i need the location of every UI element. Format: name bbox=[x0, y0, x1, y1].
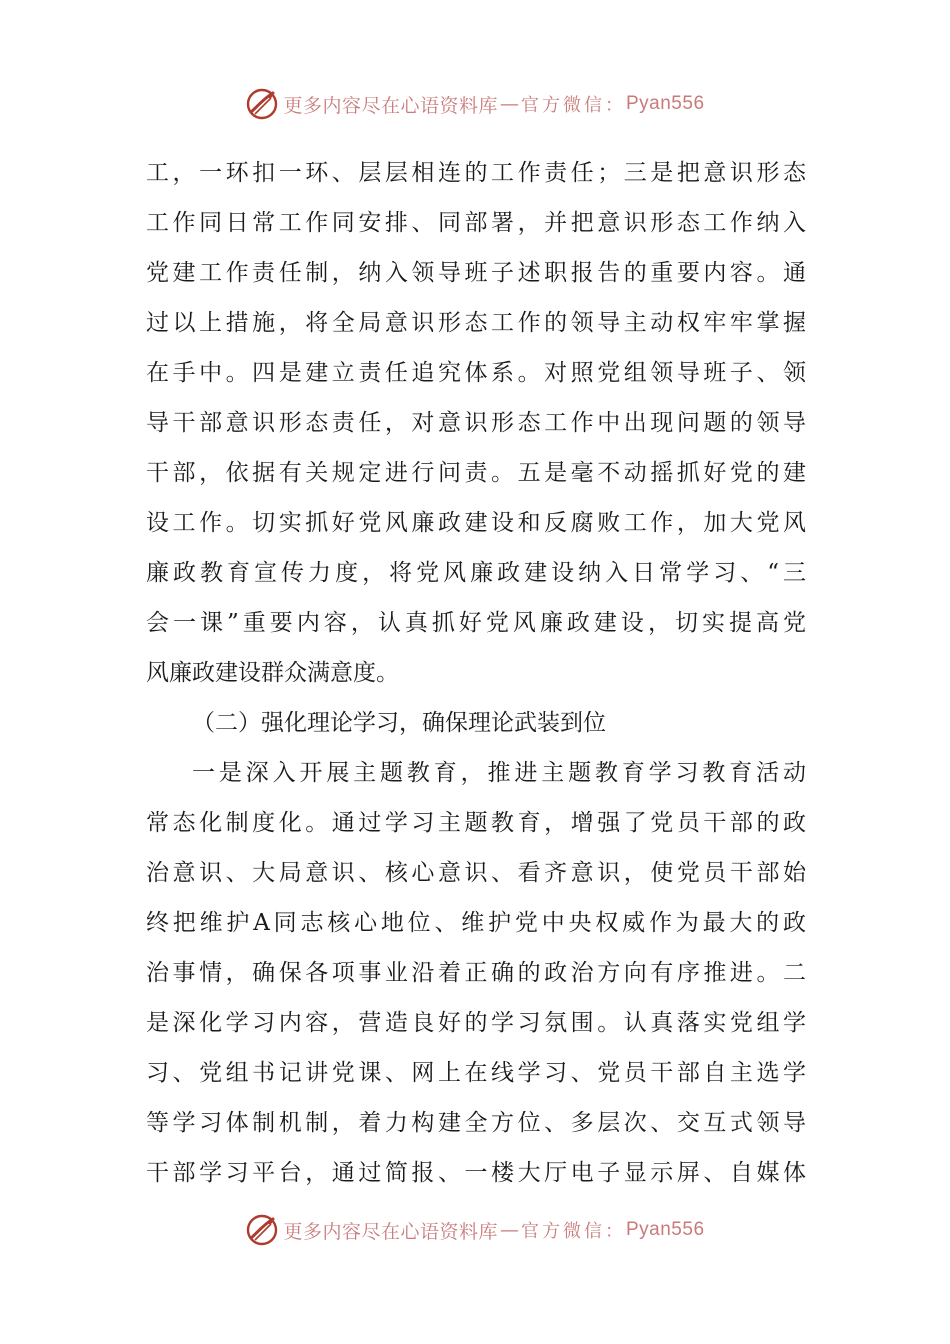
watermark-wechat-label: 官方微信： bbox=[521, 95, 626, 116]
body-line-8: 设工作。切实抓好党风廉政建设和反腐败工作，加大党风 bbox=[146, 510, 806, 536]
body-line-7: 干部，依据有关规定进行问责。五是毫不动摇抓好党的建 bbox=[146, 460, 806, 486]
body-line-2: 工作同日常工作同安排、同部署，并把意识形态工作纳入 bbox=[146, 210, 806, 236]
watermark-dash: — bbox=[500, 1219, 519, 1241]
section-heading: （二）强化理论学习，确保理论武装到位 bbox=[192, 710, 606, 736]
body-line-11: 风廉政建设群众满意度。 bbox=[146, 660, 399, 686]
body-line-1: 工，一环扣一环、层层相连的工作责任；三是把意识形态 bbox=[146, 160, 806, 186]
body-line-18: 是深化学习内容，营造良好的学习氛围。认真落实党组学 bbox=[146, 1010, 806, 1036]
pen-logo-icon bbox=[245, 1213, 279, 1247]
body-line-3: 党建工作责任制，纳入领导班子述职报告的重要内容。通 bbox=[146, 260, 806, 286]
pen-logo-icon bbox=[245, 87, 279, 121]
watermark-header bbox=[0, 84, 950, 124]
body-line-19: 习、党组书记讲党课、网上在线学习、党员干部自主选学 bbox=[146, 1060, 806, 1086]
body-line-21: 干部学习平台，通过简报、一楼大厅电子显示屏、自媒体 bbox=[146, 1160, 806, 1186]
watermark-wechat-id: Pyan556 bbox=[626, 93, 705, 114]
body-line-6: 导干部意识形态责任，对意识形态工作中出现问题的领导 bbox=[146, 410, 806, 436]
watermark-title: 更多内容尽在心语资料库 bbox=[283, 1220, 498, 1243]
body-line-10: 会一课”重要内容，认真抓好党风廉政建设，切实提高党 bbox=[146, 610, 806, 636]
body-line-16: 终把维护A同志核心地位、维护党中央权威作为最大的政 bbox=[146, 910, 806, 936]
body-line-15: 治意识、大局意识、核心意识、看齐意识，使党员干部始 bbox=[146, 860, 806, 886]
watermark-wechat-label: 官方微信： bbox=[521, 1221, 626, 1242]
body-line-9: 廉政教育宣传力度，将党风廉政建设纳入日常学习、“三 bbox=[146, 560, 806, 586]
body-line-4: 过以上措施，将全局意识形态工作的领导主动权牢牢掌握 bbox=[146, 310, 806, 336]
watermark-footer bbox=[0, 1210, 950, 1250]
watermark-title: 更多内容尽在心语资料库 bbox=[283, 94, 498, 117]
watermark-wechat-id: Pyan556 bbox=[626, 1219, 705, 1240]
body-line-17: 治事情，确保各项事业沿着正确的政治方向有序推进。二 bbox=[146, 960, 806, 986]
watermark-dash: — bbox=[500, 93, 519, 115]
body-line-5: 在手中。四是建立责任追究体系。对照党组领导班子、领 bbox=[146, 360, 806, 386]
body-line-20: 等学习体制机制，着力构建全方位、多层次、交互式领导 bbox=[146, 1110, 806, 1136]
body-line-13: 一是深入开展主题教育，推进主题教育学习教育活动 bbox=[192, 760, 806, 786]
document-body bbox=[146, 148, 806, 1198]
body-line-14: 常态化制度化。通过学习主题教育，增强了党员干部的政 bbox=[146, 810, 806, 836]
